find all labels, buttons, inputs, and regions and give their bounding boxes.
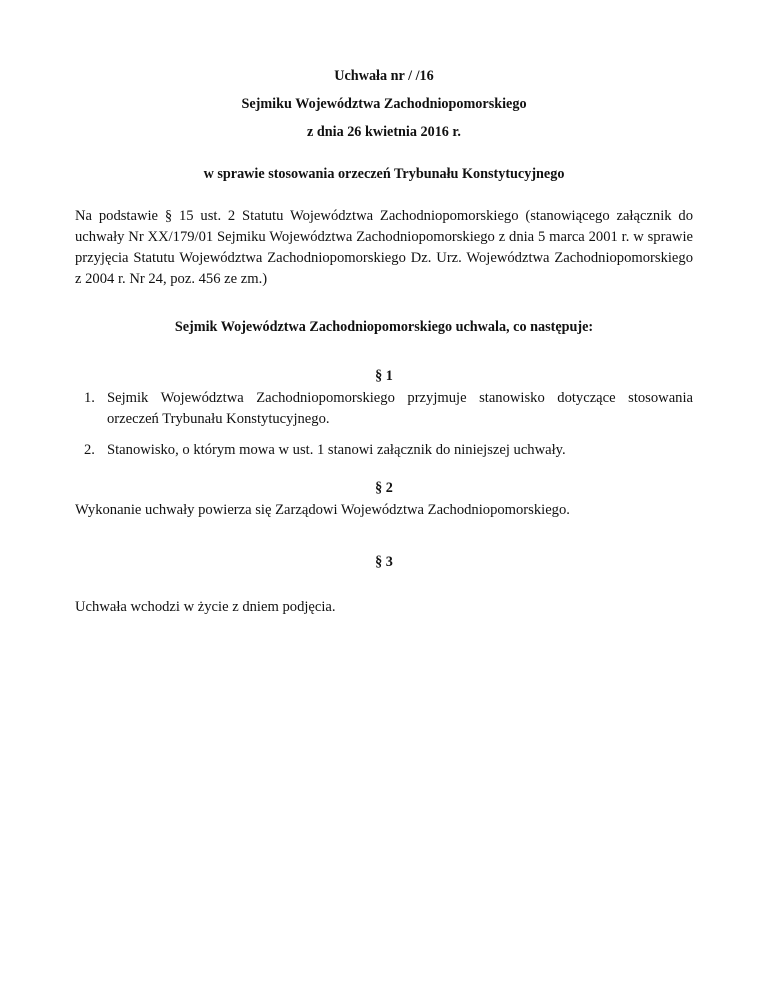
resolution-number: Uchwała nr / /16 <box>334 68 434 84</box>
list-item-number: 1. <box>84 390 95 406</box>
resolution-date: z dnia 26 kwietnia 2016 r. <box>307 124 461 140</box>
legal-basis-paragraph: Na podstawie § 15 ust. 2 Statutu Województwa Zachodniopomorskiego (stanowiącego załącznik do uchwały Nr XX/179/01 Sejmiku Województwa Zachodniopomorskiego z dnia 5 marca 2001 r. w sprawie przyjęcia Statutu Województwa Zachodniopomorskiego Dz. Urz. Województwa Zachodniopomorskiego z 2004 r. Nr 24, poz. 456 ze zm.) <box>75 208 693 288</box>
list-item <box>75 440 693 461</box>
list-item-text: Stanowisko, o którym mowa w ust. 1 stanowi załącznik do niniejszej uchwały. <box>107 442 566 459</box>
resolution-subject: w sprawie stosowania orzeczeń Trybunału Konstytucyjnego <box>203 166 565 182</box>
section-1-list <box>75 388 693 471</box>
list-item-text: Sejmik Województwa Zachodniopomorskiego przyjmuje stanowisko dotyczące stosowania orzeczeń Trybunału Konstytucyjnego. <box>107 390 693 428</box>
resolves-statement: Sejmik Województwa Zachodniopomorskiego uchwala, co następuje: <box>174 319 594 335</box>
list-item-number: 2. <box>84 442 95 459</box>
section-2-text: Wykonanie uchwały powierza się Zarządowi Województwa Zachodniopomorskiego. <box>75 502 570 518</box>
issuing-body: Sejmiku Województwa Zachodniopomorskiego <box>241 96 527 112</box>
document-page <box>75 0 693 994</box>
section-1-heading: § 1 <box>375 368 393 384</box>
section-2-heading: § 2 <box>375 480 393 496</box>
section-3-text: Uchwała wchodzi w życie z dniem podjęcia. <box>75 599 336 615</box>
section-3-heading: § 3 <box>375 554 393 570</box>
list-item <box>75 388 693 430</box>
